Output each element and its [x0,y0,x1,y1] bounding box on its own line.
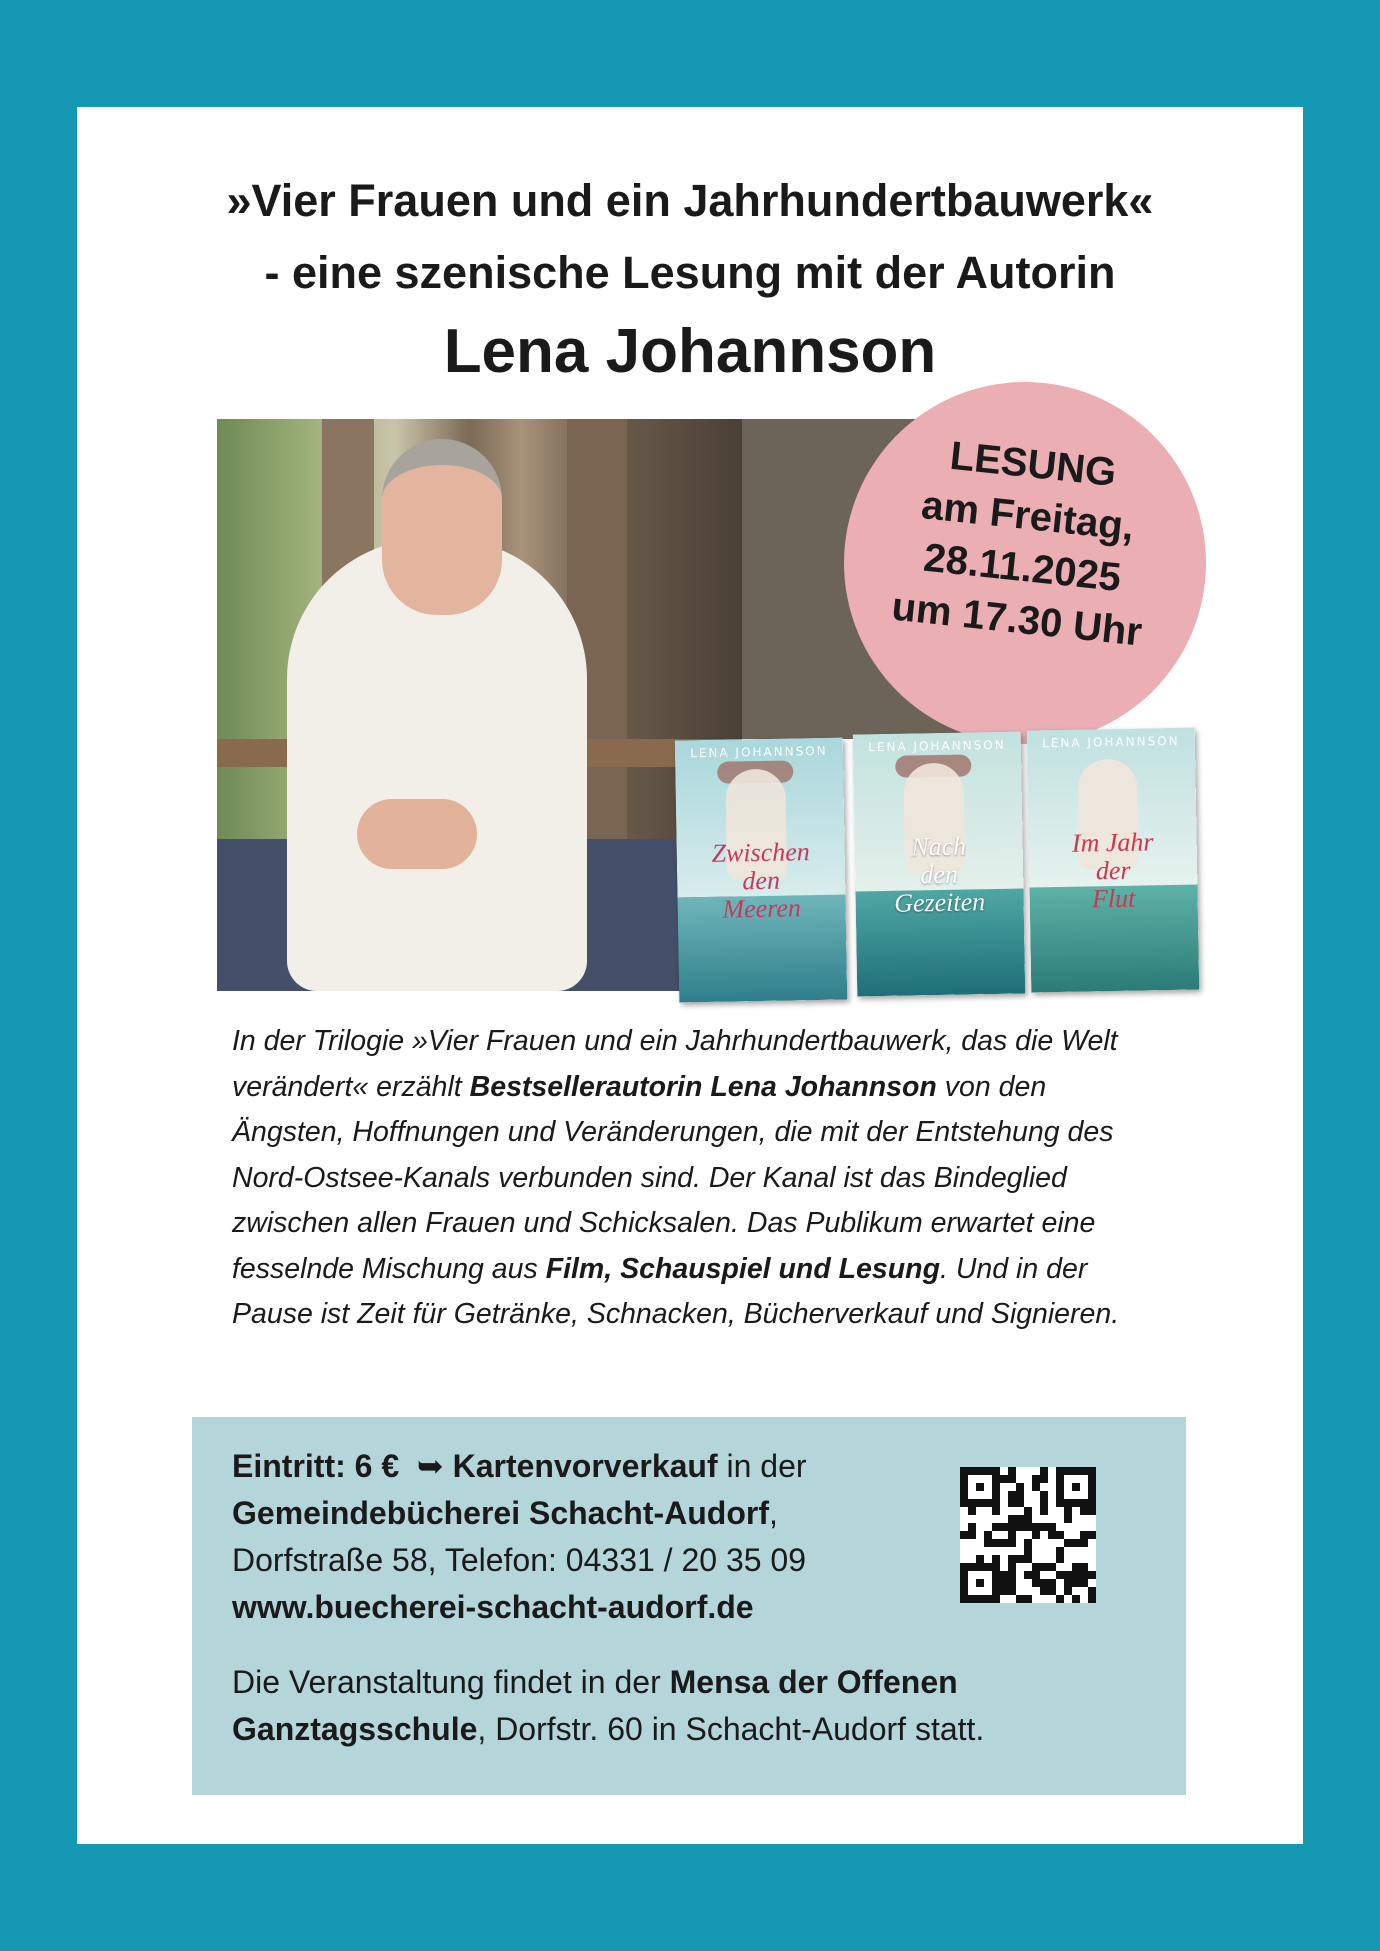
venue-line-2: Ganztagsschule, Dorfstr. 60 in Schacht-Audorf statt. [232,1711,985,1747]
book-covers [677,719,1197,999]
description-bold-author: Bestsellerautorin Lena Johannson [469,1070,937,1103]
presale-label: Kartenvorverkauf [452,1448,718,1484]
website-link[interactable]: www.buecherei-schacht-audorf.de [232,1589,754,1625]
flyer-title [77,165,1303,393]
address-phone: Dorfstraße 58, Telefon: 04331 / 20 35 09 [232,1542,807,1578]
title-line-2: - eine szenische Lesung mit der Autorin [264,247,1116,298]
entry-price-line: Eintritt: 6 € ➥ Kartenvorverkauf in der [232,1448,807,1484]
book-1-author: LENA JOHANNSON [690,743,828,761]
event-description: In der Trilogie »Vier Frauen und ein Jahrhundertbauwerk, das die Welt verändert« erzählt Bestsellerautorin Lena Johannson von den Ängsten, Hoffnungen und Veränderungen, die mit der Entstehung des Nord-Ostsee-Kanals verbunden sind. Der Kanal ist das Bindeglied zwischen allen Frauen und Schicksalen. Das Publikum erwartet eine fesselnde Mischung aus Film, Schauspiel und Lesung. Und in der Pause ist Zeit für Getränke, Schnacken, Bücherverkauf und Signieren. [232,1025,1120,1330]
badge-line-date: 28.11.2025 [921,535,1124,601]
library-line: Gemeindebücherei Schacht-Audorf, [232,1495,778,1531]
book-2-author: LENA JOHANNSON [868,737,1006,755]
title-line-1: »Vier Frauen und ein Jahrhundertbauwerk« [226,175,1154,226]
library-name: Gemeindebücherei Schacht-Audorf [232,1495,769,1531]
arrow-icon: ➥ [416,1448,444,1484]
author-photo [217,419,742,991]
ticket-info-box [192,1417,1186,1795]
book-cover-2 [853,732,1026,997]
book-3-title: Im Jahr der Flut [1071,827,1154,914]
entry-price: Eintritt: 6 € [232,1448,400,1484]
event-date-badge [844,382,1206,744]
badge-line-day: am Freitag, [919,483,1137,550]
book-cover-3 [1027,728,1200,993]
qr-code [960,1467,1096,1603]
book-cover-1 [675,738,848,1003]
badge-line-lesung: LESUNG [947,433,1119,496]
badge-line-time: um 17.30 Uhr [889,584,1145,655]
venue-line-1: Die Veranstaltung findet in der Mensa der Offenen [232,1664,958,1700]
book-2-title: Nach den Gezeiten [893,831,986,918]
book-1-title: Zwischen den Meeren [711,837,811,924]
description-bold-program: Film, Schauspiel und Lesung [545,1252,940,1285]
book-3-author: LENA JOHANNSON [1042,733,1180,751]
author-name-heading: Lena Johannson [443,317,937,386]
flyer-page [77,107,1303,1844]
